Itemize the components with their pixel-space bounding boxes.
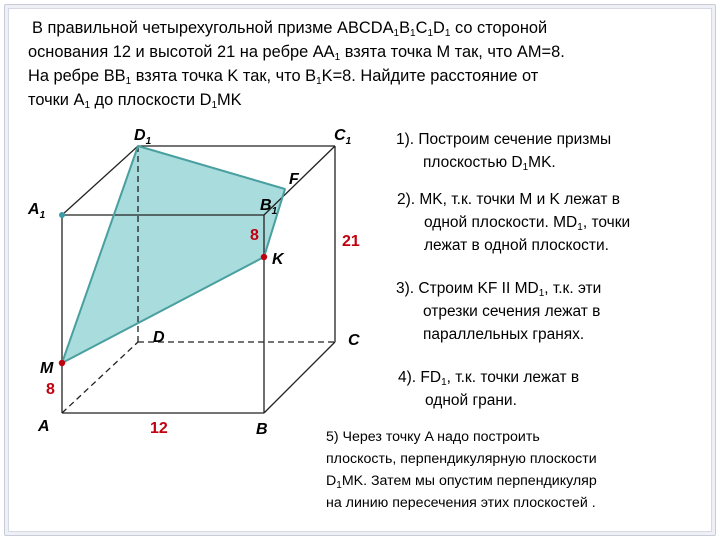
step-text: MK. Затем мы опустим перпендикуляр [341,473,597,489]
step-text: 5) Через точку A надо построить [326,429,540,445]
problem-text: D [433,19,445,37]
problem-text: основания 12 и высотой 21 на ребре AA [28,43,335,61]
problem-text: B [399,19,411,37]
step-text: плоскостью D [423,154,523,171]
point-a1 [59,212,65,218]
label-b: B [256,421,268,438]
label-m: M [40,360,54,377]
subscript: 1 [410,28,416,39]
label-k: K [272,251,284,268]
label-a: A [38,418,50,435]
subscript: 1 [125,76,132,87]
problem-text: со стороной [450,19,548,37]
step-text: MK. [528,154,556,171]
step-line [397,211,630,234]
problem-text: MK [217,91,242,109]
step-text: лежат в одной плоскости. [424,237,609,254]
label-d: D [153,329,165,346]
subscript: 1 [316,76,322,87]
step-text: плоскость, перпендикулярную плоскости [326,451,597,467]
label-f: F [289,171,299,188]
step-5 [326,426,597,514]
problem-text: В правильной четырехугольной призме ABCDA [32,19,394,37]
subscript: 1 [522,162,529,173]
step-line [326,470,597,492]
label-c: C [348,332,360,349]
number-b1k: 8 [250,227,259,244]
step-text: 1). Построим сечение призмы [396,131,612,148]
problem-text: взята точка K так, что B [131,67,317,85]
number-base: 12 [150,420,168,437]
problem-text: C [415,19,428,37]
step-text: отрезки сечения лежат в [423,303,601,320]
subscript: 1 [334,52,341,63]
step-text: 4). FD [398,369,442,386]
label-a1: $A_1$ [28,201,46,221]
point-k [261,254,267,260]
label-b1: $B_1$ [260,197,278,217]
subscript: 1 [444,28,451,39]
subscript: 1 [84,100,90,111]
step-text: на линию пересечения этих плоскостей [326,495,588,511]
step-4 [398,366,579,412]
edge-b-c [264,342,335,413]
subscript: 1 [211,100,218,111]
step-text: , точки [582,214,631,231]
subscript: 1 [441,377,447,388]
subscript: 1 [538,288,545,299]
problem-text: K=8. Найдите расстояние от [321,67,539,85]
step-line [326,492,597,514]
problem-text: точки A [28,91,85,109]
step-text: 2). MK, т.к. точки M и K лежат в [397,191,620,208]
subscript: 1 [393,28,400,39]
step-2 [397,188,630,257]
point-m [59,360,65,366]
subscript: 1 [336,480,342,491]
step-3 [396,277,601,346]
label-c1: $C_1$ [334,127,352,147]
edge-c1-b1 [264,146,335,215]
problem-text: На ребре BB [28,67,126,85]
step-text: , т.к. эти [544,280,602,297]
number-am: 8 [46,381,55,398]
step-text: D [326,473,337,489]
subscript: 1 [577,222,583,233]
step-1 [396,128,611,174]
problem-text: взята точка M так, что AM=8. [340,43,565,61]
step-line [398,366,579,389]
step-line [396,151,611,174]
step-text: параллельных гранях. [423,326,585,343]
number-height: 21 [342,233,360,250]
label-d1: $D_1$ [134,127,152,147]
step-text: 3). Строим KF II MD [396,280,539,297]
subscript: 1 [427,28,433,39]
step-text: одной грани. [425,392,517,409]
step-text: , т.к. точки лежат в [446,369,580,386]
problem-text: до плоскости D [90,91,212,109]
step-text: одной плоскости. MD [424,214,578,231]
step-line [396,277,601,300]
step-text: . [591,495,596,511]
